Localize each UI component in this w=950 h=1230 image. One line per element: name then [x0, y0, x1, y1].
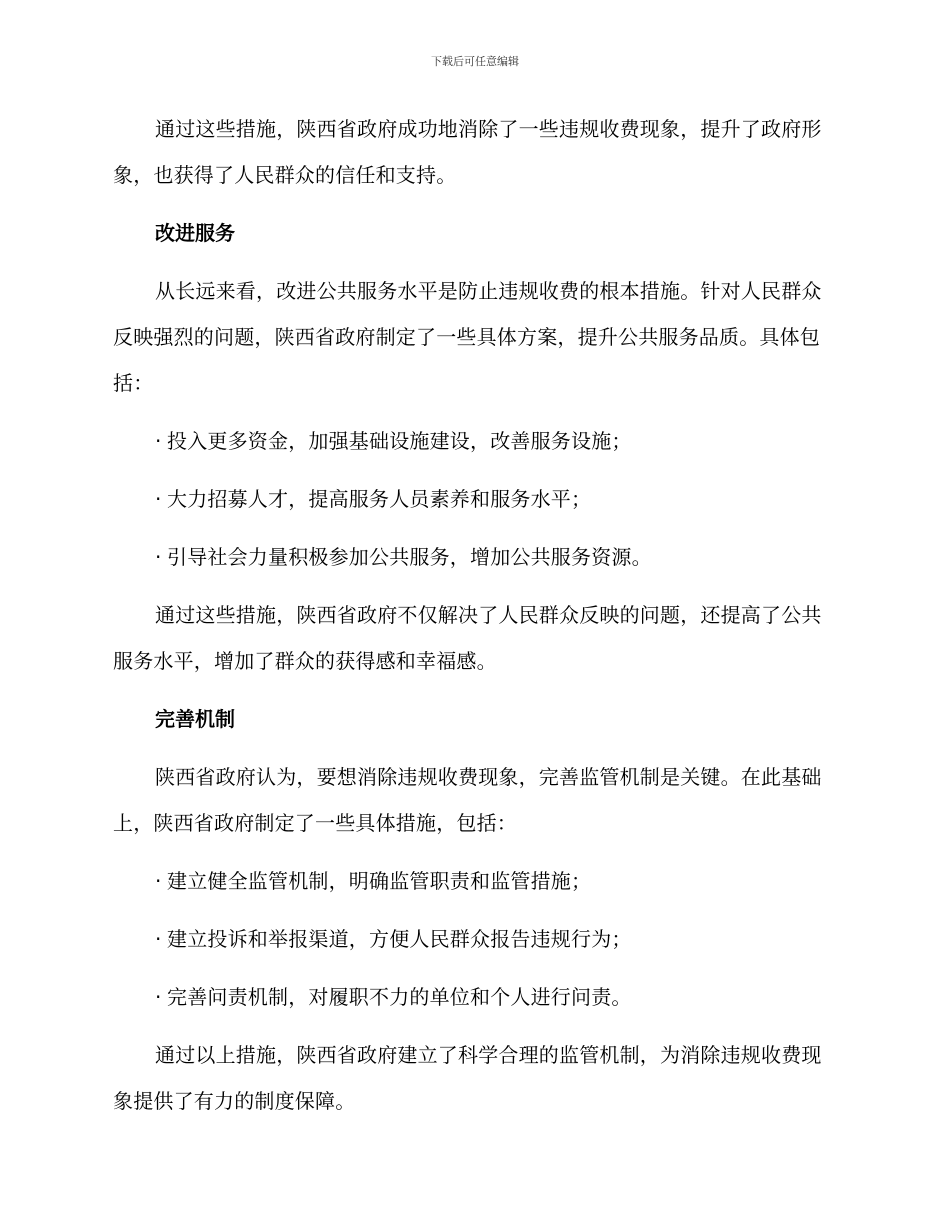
- document-body: [113, 106, 837, 1136]
- paragraph: 陕西省政府认为，要想消除违规收费现象，完善监管机制是关键。在此基础上，陕西省政府制定了一些具体措施，包括：: [113, 765, 822, 835]
- list-item-text: 投入更多资金，加强基础设施建设，改善服务设施；: [167, 429, 632, 453]
- list-item: [113, 476, 837, 522]
- paragraph: 从长远来看，改进公共服务水平是防止违规收费的根本措施。针对人民群众反映强烈的问题，陕西省政府制定了一些具体方案，提升公共服务品质。具体包括：: [113, 279, 822, 395]
- list-item-text: 建立健全监管机制，明确监管职责和监管措施；: [167, 869, 592, 893]
- list-item: [113, 418, 837, 464]
- list-item: [113, 974, 837, 1020]
- list-item: [113, 534, 837, 580]
- list-item-text: 引导社会力量积极参加公共服务，增加公共服务资源。: [167, 545, 652, 569]
- section-heading: 完善机制: [155, 707, 235, 731]
- list-item: [113, 858, 837, 904]
- section-heading: 改进服务: [155, 221, 235, 245]
- list-item: [113, 916, 837, 962]
- list-item-text: 建立投诉和举报渠道，方便人民群众报告违规行为；: [167, 927, 632, 951]
- bullet-icon: ·: [155, 927, 162, 951]
- bullet-icon: ·: [155, 985, 162, 1009]
- bullet-icon: ·: [155, 487, 162, 511]
- bullet-icon: ·: [155, 545, 162, 569]
- page-header: 下载后可任意编辑: [431, 55, 519, 68]
- bullet-icon: ·: [155, 429, 162, 453]
- paragraph: 通过这些措施，陕西省政府不仅解决了人民群众反映的问题，还提高了公共服务水平，增加了群众的获得感和幸福感。: [113, 603, 822, 673]
- list-item-text: 完善问责机制，对履职不力的单位和个人进行问责。: [167, 985, 632, 1009]
- bullet-icon: ·: [155, 869, 162, 893]
- paragraph: 通过这些措施，陕西省政府成功地消除了一些违规收费现象，提升了政府形象，也获得了人民群众的信任和支持。: [113, 117, 822, 187]
- list-item-text: 大力招募人才，提高服务人员素养和服务水平；: [167, 487, 592, 511]
- paragraph: 通过以上措施，陕西省政府建立了科学合理的监管机制，为消除违规收费现象提供了有力的制度保障。: [113, 1043, 822, 1113]
